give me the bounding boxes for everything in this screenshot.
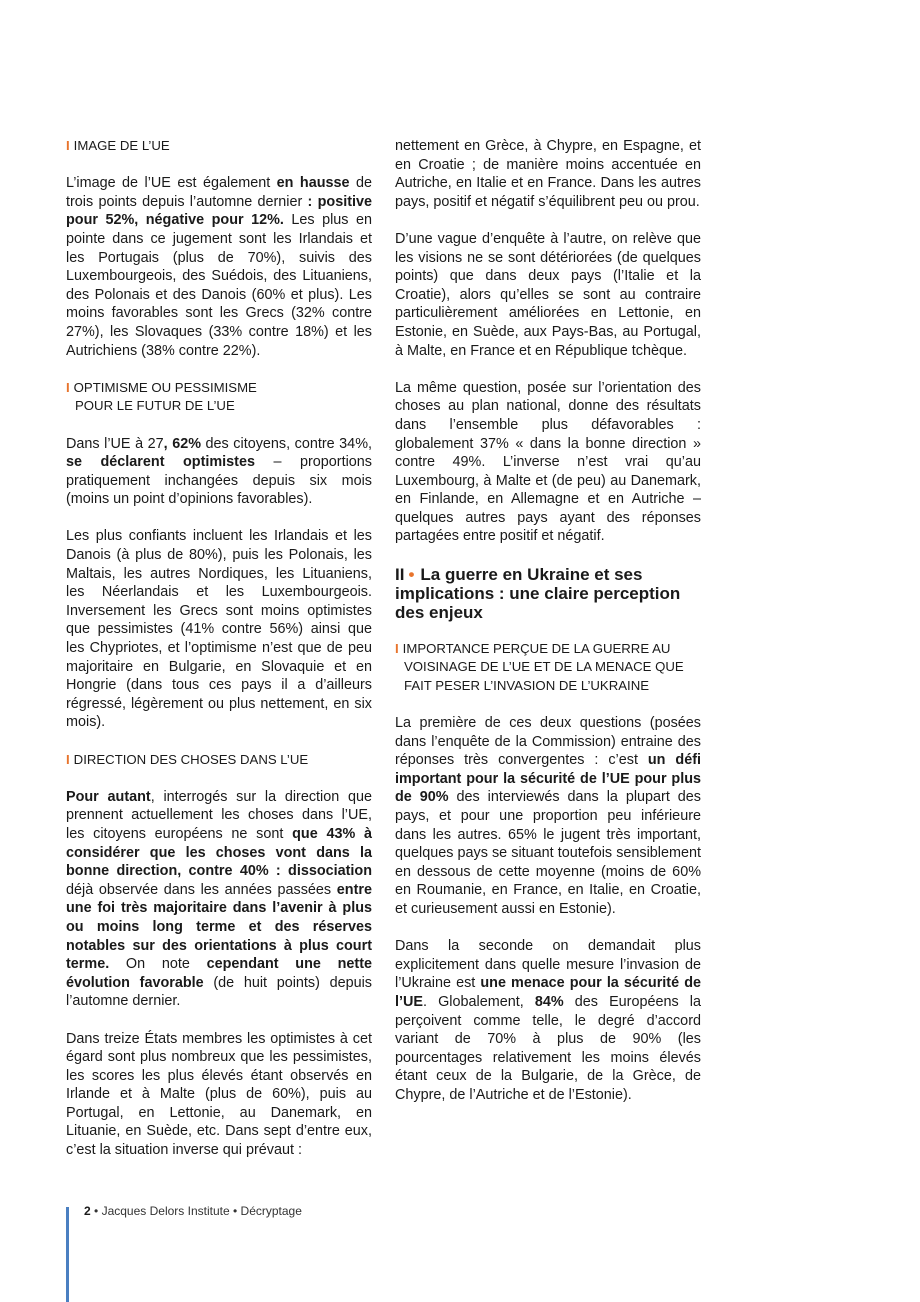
paragraph-optimisme: Dans l’UE à 27, 62% des citoyens, contre 34%, se déclarent optimistes – proportions pratiquement inchangées depuis six mois (moins un point d’opinions favorables). — [66, 435, 372, 508]
paragraph-vague-enquete: D’une vague d’enquête à l’autre, on relève que les visions ne se sont détériorées (de quelques points) que dans deux pays (l’Italie et la Croatie), alors qu’elles se sont au contraire particulièrement améliorées en Lettonie, en Estonie, en Suède, aux Pays-Bas, au Portugal, à Malte, en France et en République tchèque. — [395, 230, 701, 359]
section-heading-direction: I DIRECTION DES CHOSES DANS L’UE — [66, 751, 309, 767]
paragraph-treize-etats: Dans treize États membres les optimistes à cet égard sont plus nombreux que les pessimistes, les scores les plus élevés étant observés en Irlande et à Malte (plus de 60%), puis au Portugal, en Lettonie, au Danemark, en Lituanie, en Suède, etc. Dans sept d’entre eux, c’est la situation inverse qui prévaut : — [66, 1030, 372, 1159]
section-heading-optimisme: I OPTIMISME OU PESSIMISME POUR LE FUTUR DE L’UE — [66, 379, 257, 414]
footer-accent-bar — [66, 1207, 69, 1302]
footer-institute: Jacques Delors Institute — [101, 1204, 230, 1218]
paragraph-confiants: Les plus confiants incluent les Irlandais et les Danois (à plus de 80%), puis les Polonais, les Maltais, les autres Nordiques, les Lituaniens, les Néerlandais et les Luxembourgeois. Inversement les Grecs sont moins optimistes que pessimistes (41% contre 56%) ainsi que les Chypriotes, et l’optimisme n’est que de peu majoritaire en Bulgarie, en Slovaquie et en Hongrie (dans tous ces pays il a d’ailleurs régressé, légèrement ou plus nettement, en six mois). — [66, 528, 372, 731]
paragraph-nettement: nettement en Grèce, à Chypre, en Espagne, et en Croatie ; de manière moins accentuée en Autriche, en Italie et en France. Dans les autres pays, positif et négatif s’équilibrent peu ou prou. — [395, 138, 701, 210]
paragraph-image-ue: L’image de l’UE est également en hausse de trois points depuis l’automne dernier : positive pour 52%, négative pour 12%. Les plus en pointe dans ce jugement sont les Irlandais et les Portugais (plus de 70%), suivis des Luxembourgeois, des Suédois, des Lituaniens, des Polonais et des Danois (60% et plus). Les moins favorables sont les Grecs (32% contre 27%), les Slovaques (33% contre 18%) et les Autrichiens (38% contre 22%). — [66, 175, 372, 359]
section-heading-image-ue: I IMAGE DE L’UE — [66, 138, 170, 153]
chapter-heading-ukraine: II • La guerre en Ukraine et ses implications : une claire perception des enjeux — [395, 564, 681, 622]
left-column — [66, 137, 372, 1178]
footer-series: Décryptage — [240, 1204, 302, 1218]
paragraph-premiere-question: La première de ces deux questions (posées dans l’enquête de la Commission) entraine des réponses très convergentes : c’est un défi important pour la sécurité de l’UE pour plus de 90% des interviewés dans la plupart des pays, et pour une proportion peu inférieure dans les autres. 65% le jugent très important, quelques pays se situant toutefois sensiblement en dessous de cette moyenne (moins de 60% en Roumanie, en France, en Italie, en Croatie, et curieusement aussi en Estonie). — [395, 715, 701, 917]
paragraph-direction: Pour autant, interrogés sur la direction que prennent actuellement les choses dans l’UE, les citoyens européens ne sont que 43% à considérer que les choses vont dans la bonne direction, contre 40% : dissociation déjà observée dans les années passées entre une foi très majoritaire dans l’avenir à plus ou moins long terme et des réserves notables sur des orientations à plus court terme. On note cependant une nette évolution favorable (de huit points) depuis l’automne dernier. — [66, 788, 373, 1010]
paragraph-seconde-question: Dans la seconde on demandait plus explicitement dans quelle mesure l’invasion de l’Ukraine est une menace pour la sécurité de l’UE. Globalement, 84% des Européens la perçoivent comme telle, le degré d’accord variant de 70% à plus de 90% (les pourcentages relativement les moins élevés étant ceux de la Bulgarie, de la Grèce, de Chypre, de l’Autriche et de l’Estonie). — [395, 938, 701, 1103]
page-footer: 2 • Jacques Delors Institute • Décryptage — [84, 1204, 302, 1218]
page-number: 2 — [84, 1204, 91, 1218]
right-column — [395, 137, 701, 1123]
paragraph-plan-national: La même question, posée sur l’orientation des choses au plan national, donne des résultats dans l’ensemble plus défavorables : globalement 37% « dans la bonne direction » contre 49%. L’inverse n’est vrai qu’au Luxembourg, à Malte et (de peu) au Danemark, en Finlande, en Allemagne et en Autriche – quelques autres pays ayant des réponses partagées entre positif et négatif. — [395, 379, 701, 545]
section-heading-importance: I IMPORTANCE PERÇUE DE LA GUERRE AU VOISINAGE DE L’UE ET DE LA MENACE QUE FAIT PESER L’INVASION DE L’UKRAINE — [395, 640, 684, 693]
